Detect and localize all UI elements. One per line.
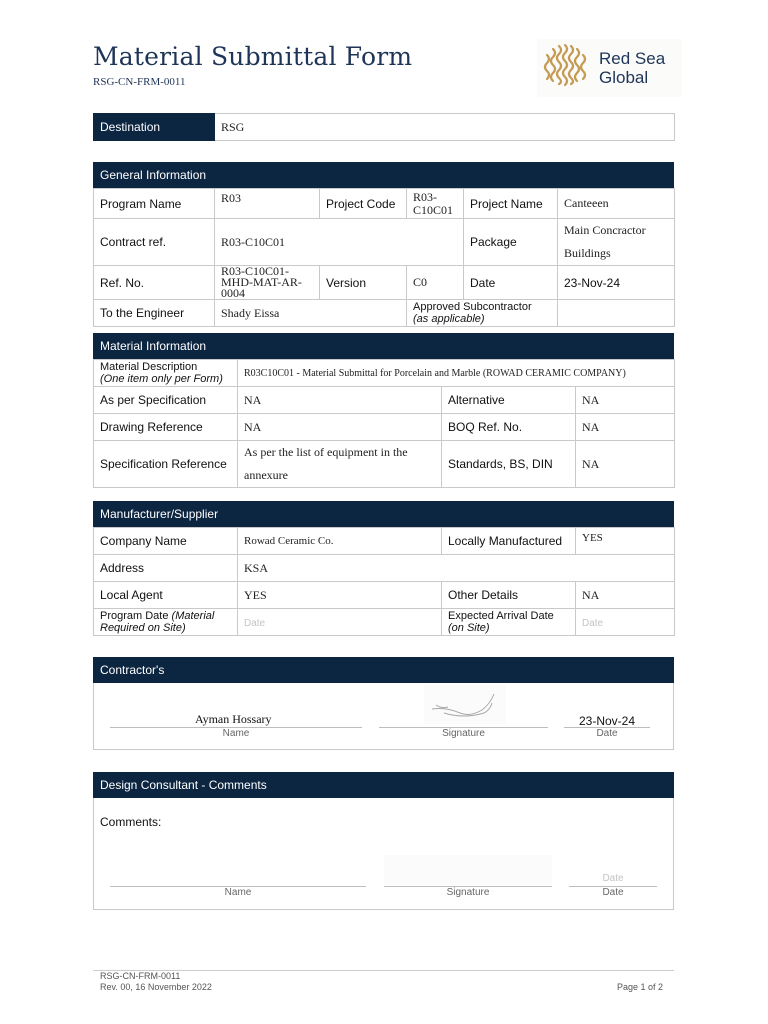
spec-value[interactable]: NA — [238, 387, 442, 414]
company-logo — [537, 39, 682, 97]
drawing-value[interactable]: NA — [238, 414, 442, 441]
ref-no-value[interactable]: R03-C10C01-MHD-MAT-AR-0004 — [215, 266, 320, 300]
destination-label: Destination — [94, 114, 215, 141]
general-info-header: General Information — [93, 162, 674, 188]
material-info-header: Material Information — [93, 333, 674, 359]
consultant-signature-caption: Signature — [446, 887, 490, 898]
manufacturer-header: Manufacturer/Supplier — [93, 501, 674, 527]
ref-no-label: Ref. No. — [94, 266, 215, 300]
arrival-date-note: (on Site) — [448, 622, 490, 634]
arrival-date-field[interactable] — [576, 609, 675, 636]
material-description-note: (One item only per Form) — [100, 373, 223, 385]
program-date-placeholder: Date — [244, 618, 266, 629]
contractor-date-value[interactable]: 23-Nov-24 — [578, 714, 636, 728]
contractor-header: Contractor's — [93, 657, 674, 683]
logo-text-line1: Red Sea — [599, 49, 666, 68]
locally-manufactured-value[interactable]: YES — [576, 528, 675, 555]
arrival-date-label-cell — [442, 609, 576, 636]
destination-section — [93, 113, 674, 141]
footer-doc-number: RSG-CN-FRM-0011 — [100, 971, 181, 981]
alternative-value[interactable]: NA — [576, 387, 675, 414]
arrival-date-placeholder: Date — [582, 618, 604, 629]
boq-label: BOQ Ref. No. — [442, 414, 576, 441]
address-label: Address — [94, 555, 238, 582]
version-label: Version — [320, 266, 407, 300]
consultant-header: Design Consultant - Comments — [93, 772, 674, 798]
footer-page-number: Page 1 of 2 — [617, 982, 664, 992]
local-agent-label: Local Agent — [94, 582, 238, 609]
locally-manufactured-label: Locally Manufactured — [442, 528, 576, 555]
spec-label: As per Specification — [94, 387, 238, 414]
boq-value[interactable]: NA — [576, 414, 675, 441]
version-value[interactable]: C0 — [407, 266, 464, 300]
wave-emblem-icon — [537, 39, 597, 97]
standards-value[interactable]: NA — [576, 441, 675, 488]
form-title: Material Submittal Form — [93, 42, 413, 71]
company-name-label: Company Name — [94, 528, 238, 555]
material-description-value[interactable]: R03C10C01 - Material Submittal for Porcelain and Marble (ROWAD CERAMIC COMPANY) — [238, 360, 675, 387]
consultant-date-placeholder[interactable]: Date — [602, 873, 624, 884]
form-doc-number: RSG-CN-FRM-0011 — [93, 76, 186, 88]
comments-label: Comments: — [100, 815, 162, 829]
logo-text-line2: Global — [599, 68, 649, 87]
arrival-date-label: Expected Arrival Date — [448, 610, 554, 622]
spec-ref-label: Specification Reference — [94, 441, 238, 488]
project-code-value[interactable]: R03-C10C01 — [407, 189, 464, 219]
program-date-field[interactable] — [238, 609, 442, 636]
spec-ref-value[interactable]: As per the list of equipment in the annexure — [238, 441, 442, 488]
project-name-label: Project Name — [464, 189, 558, 219]
manufacturer-section — [93, 501, 674, 636]
standards-label: Standards, BS, DIN — [442, 441, 576, 488]
destination-value[interactable]: RSG — [215, 114, 675, 141]
consultant-section — [93, 772, 674, 910]
program-date-note: (Material Required on Site) — [100, 610, 215, 634]
contract-ref-label: Contract ref. — [94, 219, 215, 266]
program-name-value[interactable]: R03 — [215, 189, 320, 219]
contract-ref-value[interactable]: R03-C10C01 — [215, 219, 464, 266]
program-date-label-cell — [94, 609, 238, 636]
program-name-label: Program Name — [94, 189, 215, 219]
company-name-value[interactable]: Rowad Ceramic Co. — [238, 528, 442, 555]
alternative-label: Alternative — [442, 387, 576, 414]
subcontractor-label: Approved Subcontractor — [413, 301, 532, 313]
drawing-label: Drawing Reference — [94, 414, 238, 441]
package-label: Package — [464, 219, 558, 266]
other-details-label: Other Details — [442, 582, 576, 609]
project-code-label: Project Code — [320, 189, 407, 219]
consultant-name-caption: Name — [224, 887, 252, 898]
material-info-section — [93, 333, 674, 488]
subcontractor-value[interactable] — [558, 300, 675, 327]
contractor-signature-caption: Signature — [442, 728, 485, 739]
subcontractor-label-cell — [407, 300, 558, 327]
contractor-name-caption: Name — [222, 728, 250, 739]
footer-revision: Rev. 00, 16 November 2022 — [100, 982, 212, 992]
contractor-section — [93, 657, 674, 750]
material-description-label-cell — [94, 360, 238, 387]
general-info-section — [93, 162, 674, 327]
engineer-label: To the Engineer — [94, 300, 215, 327]
other-details-value[interactable]: NA — [576, 582, 675, 609]
date-value[interactable]: 23-Nov-24 — [558, 266, 675, 300]
contractor-signature-image[interactable] — [424, 685, 506, 725]
contractor-name-value[interactable]: Ayman Hossary — [195, 712, 272, 726]
contractor-date-caption: Date — [596, 728, 618, 739]
material-description-label: Material Description — [100, 361, 198, 373]
program-date-label: Program Date — [100, 610, 169, 622]
subcontractor-note: (as applicable) — [413, 313, 485, 325]
package-value[interactable]: Main Concractor Buildings — [558, 219, 675, 266]
local-agent-value[interactable]: YES — [238, 582, 442, 609]
date-label: Date — [464, 266, 558, 300]
address-value[interactable]: KSA — [238, 555, 675, 582]
consultant-date-caption: Date — [602, 887, 624, 898]
project-name-value[interactable]: Canteeen — [558, 189, 675, 219]
engineer-value[interactable]: Shady Eissa — [215, 300, 407, 327]
consultant-signature-field[interactable] — [384, 855, 552, 885]
